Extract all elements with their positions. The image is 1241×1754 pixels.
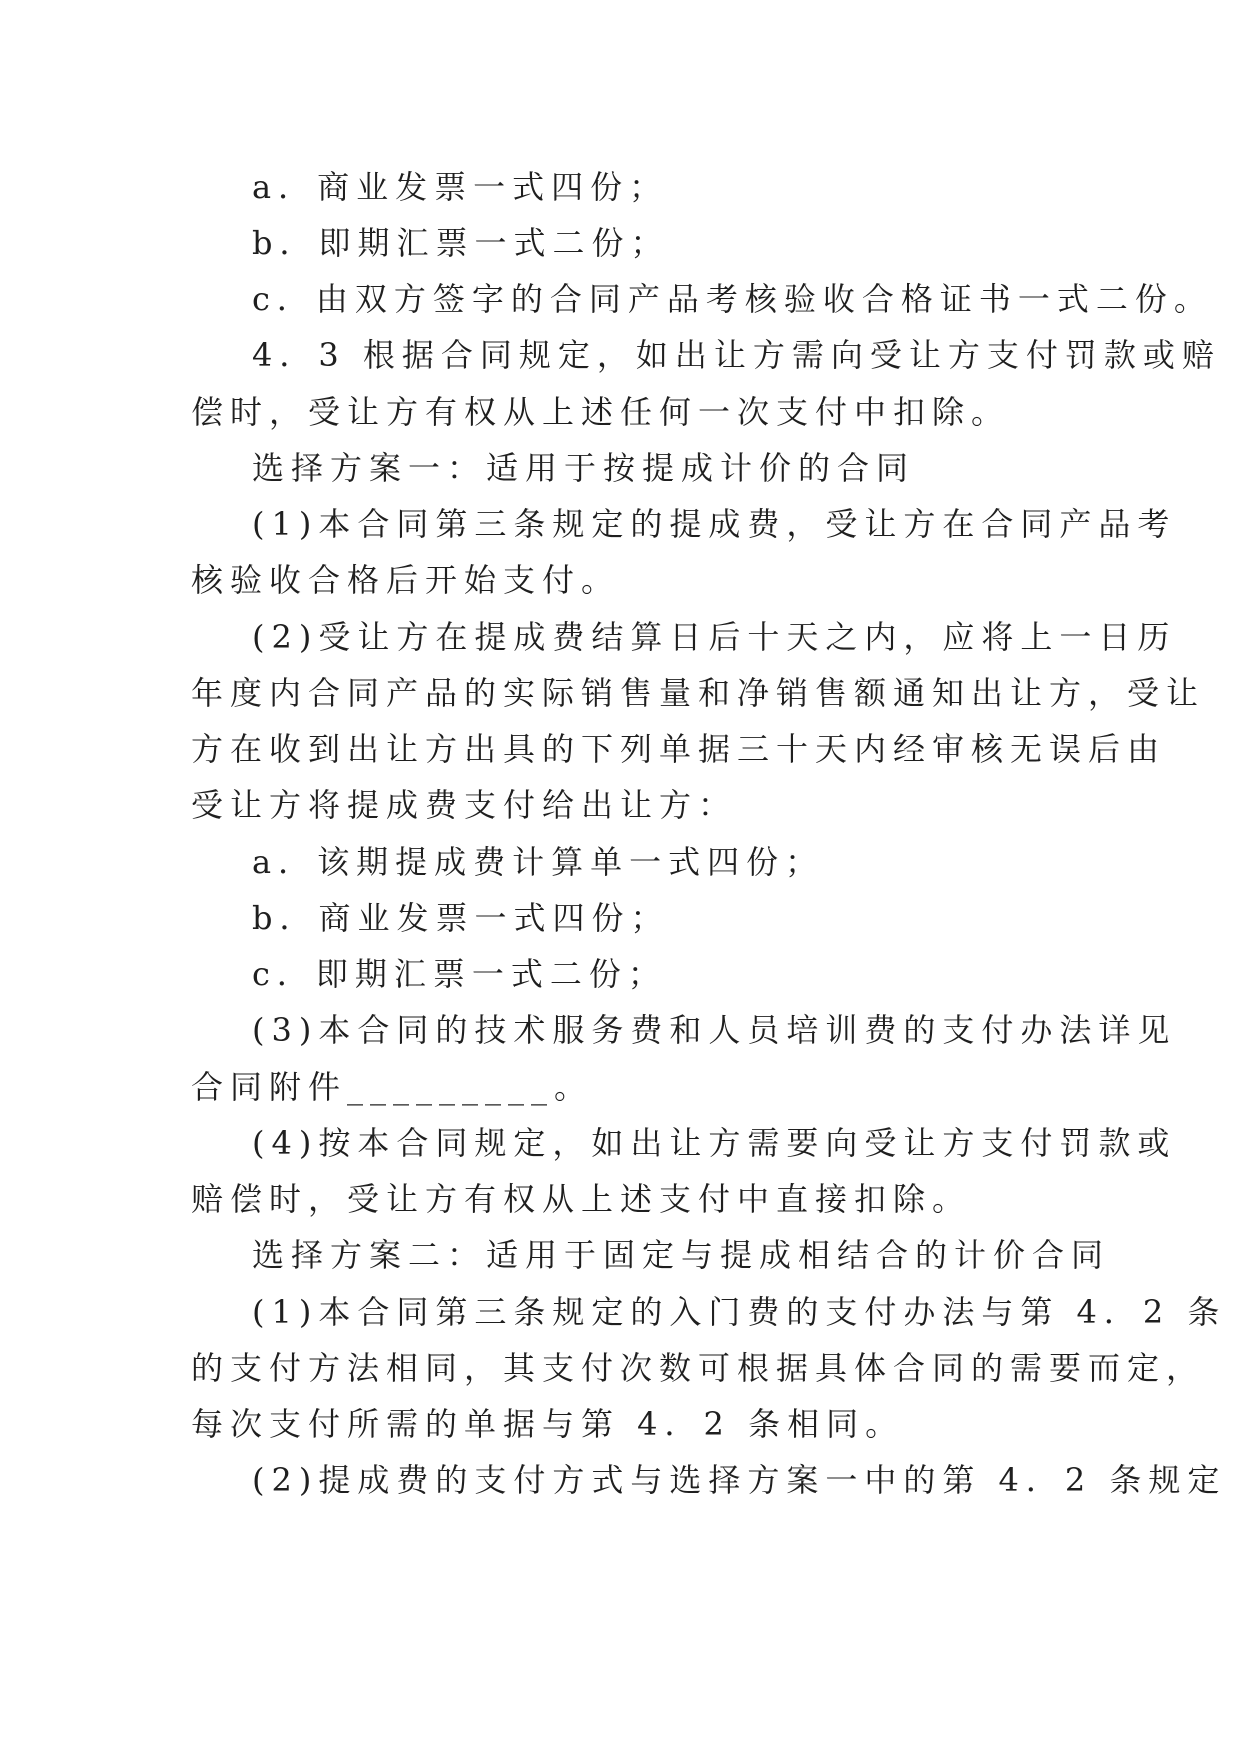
text-line: 4．3 根据合同规定，如出让方需向受让方支付罚款或赔 [252,336,1221,374]
text-line: (3)本合同的技术服务费和人员培训费的支付办法详见 [252,1011,1177,1049]
text-line: (1)本合同第三条规定的提成费，受让方在合同产品考 [252,505,1177,543]
text-line: (2)提成费的支付方式与选择方案一中的第 4．2 条规定 [252,1461,1227,1499]
text-line: (2)受让方在提成费结算日后十天之内，应将上一日历 [252,618,1177,656]
text-line: b．即期汇票一式二份； [252,224,670,262]
text-line: 年度内合同产品的实际销售量和净销售额通知出让方，受让 [191,674,1206,712]
text-line: c．由双方签字的合同产品考核验收合格证书一式二份。 [252,280,1213,318]
text-line: 偿时，受让方有权从上述任何一次支付中扣除。 [191,393,1011,431]
text-line: 合同附件_________。 [191,1068,594,1106]
text-line: 受让方将提成费支付给出让方： [191,786,738,824]
text-line: (4)按本合同规定，如出让方需要向受让方支付罚款或 [252,1124,1177,1162]
text-line: 选择方案二：适用于固定与提成相结合的计价合同 [252,1236,1111,1274]
text-line: a．该期提成费计算单一式四份； [252,843,825,881]
text-line: 方在收到出让方出具的下列单据三十天内经审核无误后由 [191,730,1167,768]
text-line: 的支付方法相同，其支付次数可根据具体合同的需要而定， [191,1349,1206,1387]
text-line: 每次支付所需的单据与第 4．2 条相同。 [191,1405,905,1443]
text-line: a．商业发票一式四份； [252,168,669,206]
text-line: c．即期汇票一式二份； [252,955,667,993]
text-line: 赔偿时，受让方有权从上述支付中直接扣除。 [191,1180,972,1218]
text-line: 核验收合格后开始支付。 [191,561,621,599]
text-line: (1)本合同第三条规定的入门费的支付办法与第 4．2 条 [252,1293,1227,1331]
text-line: 选择方案一：适用于按提成计价的合同 [252,449,916,487]
text-line: b．商业发票一式四份； [252,899,670,937]
